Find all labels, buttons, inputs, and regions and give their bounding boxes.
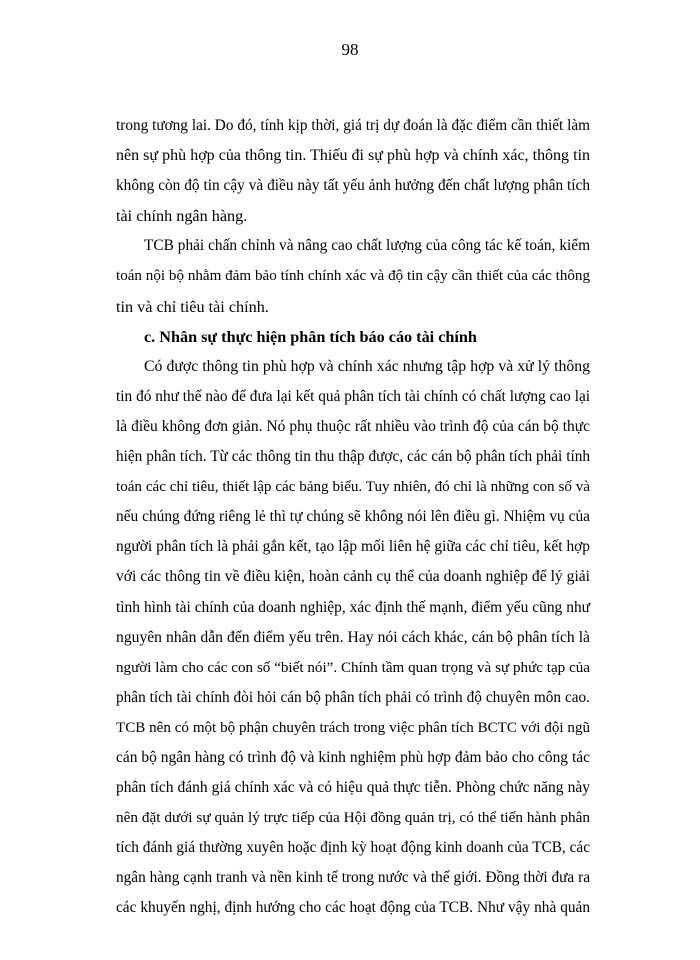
text-line: tin đó như thế nào để đưa lại kết quả phân tích tài chính có chất lượng cao lại xyxy=(116,387,590,405)
text-line: là điều không đơn giản. Nó phụ thuộc rất nhiều vào trình độ của cán bộ thực xyxy=(116,417,590,435)
text-line: toán nội bộ nhằm đảm bảo tính chính xác và độ tin cậy cần thiết của các thông xyxy=(116,268,590,285)
text-line: người phân tích là phải gắn kết, tạo lập mối liên hệ giữa các chỉ tiêu, kết hợp xyxy=(116,538,590,556)
text-line: không còn độ tin cậy và điều này tất yếu ảnh hưởng đến chất lượng phân tích xyxy=(116,177,590,195)
text-line: các khuyến nghị, định hướng cho các hoạt động của TCB. Như vậy nhà quản xyxy=(116,899,590,917)
paragraph-2 xyxy=(116,231,590,321)
text-line: nguyên nhân dẫn đến điểm yếu trên. Hay nói cách khác, cán bộ phân tích là xyxy=(116,628,590,646)
text-line: nếu chúng đứng riêng lẻ thì tự chúng sẽ không nói lên điều gì. Nhiệm vụ của xyxy=(116,508,590,526)
text-line: tích đánh giá thường xuyên hoặc định kỳ hoạt động kinh doanh của TCB, các xyxy=(116,839,590,857)
text-line: người làm cho các con số “biết nói”. Chính tầm quan trọng và sự phức tạp của xyxy=(116,659,590,676)
text-line: tài chính ngân hàng. xyxy=(116,207,248,226)
text-line: với các thông tin về điều kiện, hoàn cảnh cụ thể của doanh nghiệp để lý giải xyxy=(116,568,590,586)
text-line: nên sự phù hợp của thông tin. Thiếu đi sự phù hợp và chính xác, thông tin xyxy=(116,147,590,165)
paragraph-1 xyxy=(116,111,590,231)
text-line: toán các chỉ tiêu, thiết lập các bảng biểu. Tuy nhiên, đó chỉ là những con số và xyxy=(116,479,590,496)
text-line: nên đặt dưới sự quản lý trực tiếp của Hội đồng quản trị, có thể tiến hành phân xyxy=(116,809,590,827)
text-line: ngân hàng cạnh tranh và nền kinh tế trong nước và thế giới. Đồng thời đưa ra xyxy=(116,869,590,887)
section-heading: c. Nhân sự thực hiện phân tích báo cáo tài chính xyxy=(144,327,477,346)
text-line: tình hình tài chính của doanh nghiệp, xác định thế mạnh, điểm yếu cũng như xyxy=(116,598,590,616)
text-line: Có được thông tin phù hợp và chính xác nhưng tập hợp và xử lý thông xyxy=(144,357,590,375)
page-number: 98 xyxy=(341,40,359,59)
text-line: TCB nên có một bộ phận chuyên trách trong việc phân tích BCTC với đội ngũ xyxy=(116,719,590,736)
text-line: trong tương lai. Do đó, tính kịp thời, giá trị dự đoán là đặc điểm cần thiết làm xyxy=(116,117,590,134)
text-line: phân tích đánh giá chính xác và có hiệu quả thực tiễn. Phòng chức năng này xyxy=(116,779,590,797)
text-line: cán bộ ngân hàng có trình độ và kinh nghiệm phù hợp đảm bảo cho công tác xyxy=(116,748,590,766)
text-line: tin và chỉ tiêu tài chính. xyxy=(116,297,269,316)
text-line: phân tích tài chính đòi hỏi cán bộ phân tích phải có trình độ chuyên môn cao. xyxy=(116,688,590,706)
page-body xyxy=(116,111,590,924)
text-line: TCB phải chấn chỉnh và nâng cao chất lượng của công tác kế toán, kiểm xyxy=(144,237,590,255)
text-line: hiện phân tích. Từ các thông tin thu thập được, các cán bộ phân tích phải tính xyxy=(116,448,590,466)
paragraph-3 xyxy=(116,352,590,924)
